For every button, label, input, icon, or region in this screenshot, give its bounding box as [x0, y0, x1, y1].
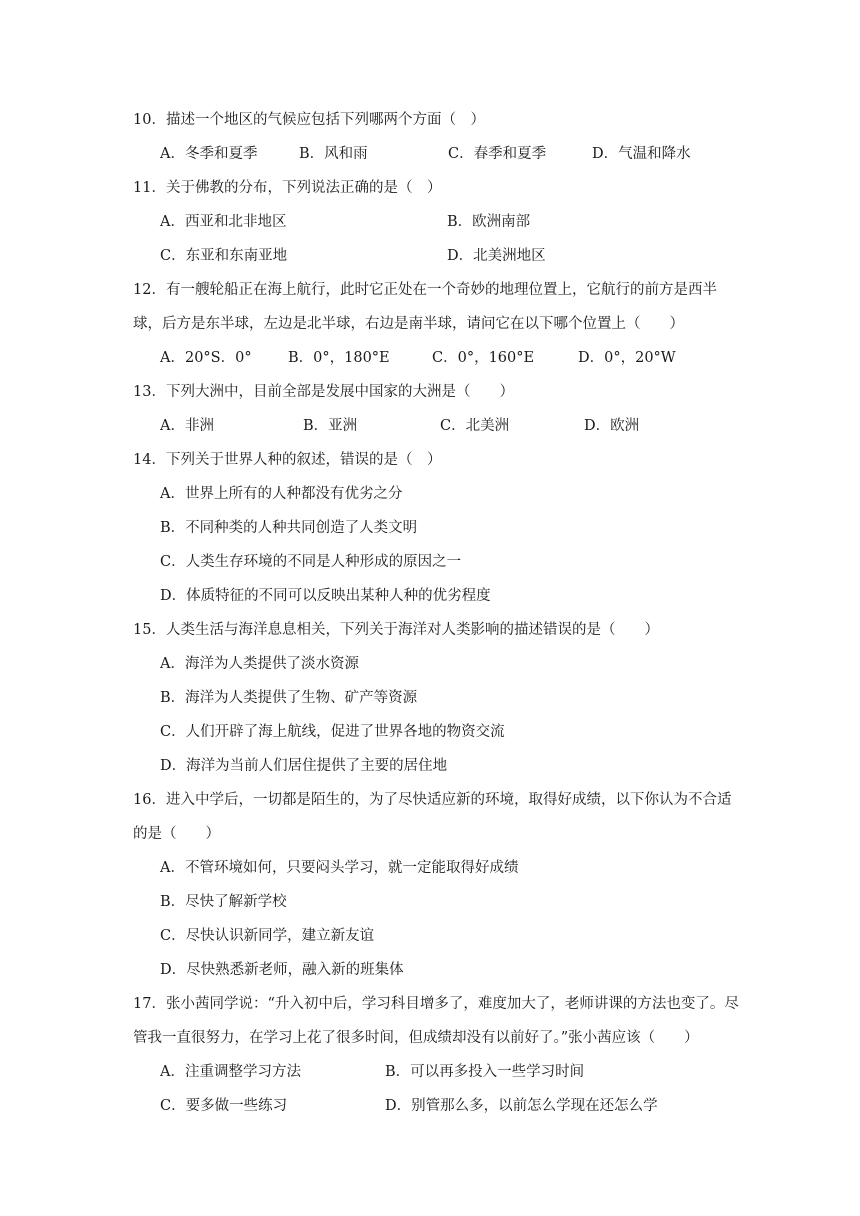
question-11-stem: 11．关于佛教的分布，下列说法正确的是（ ）: [133, 180, 442, 196]
question-17-option-a: A．注重调整学习方法: [160, 1064, 301, 1080]
question-12-option-b: B．0°，180°E: [288, 350, 390, 366]
question-13-option-b: B．亚洲: [303, 418, 358, 434]
question-17-option-b: B．可以再多投入一些学习时间: [385, 1064, 585, 1080]
question-11-option-b: B．欧洲南部: [447, 214, 531, 230]
question-14-option-c: C．人类生存环境的不同是人种形成的原因之一: [160, 554, 462, 570]
question-17-stem: 17．张小茜同学说：“升入初中后，学习科目增多了，难度加大了，老师讲课的方法也变了。尽管我一直很努力，在学习上花了很多时间，但成绩却没有以前好了。”张小茜应该（ ）: [133, 996, 739, 1046]
question-12-options: [160, 341, 760, 375]
question-10-option-c: C．春季和夏季: [448, 146, 547, 162]
question-11-option-a: A．西亚和北非地区: [160, 214, 287, 230]
question-13-option-a: A．非洲: [160, 418, 214, 434]
question-14-stem: 14．下列关于世界人种的叙述，错误的是（ ）: [133, 452, 442, 468]
question-10-option-b: B．风和雨: [299, 146, 368, 162]
question-11-option-d: D．北美洲地区: [447, 248, 546, 264]
question-10-stem: 10．描述一个地区的气候应包括下列哪两个方面（ ）: [133, 112, 485, 128]
question-14-option-b: B．不同种类的人种共同创造了人类文明: [160, 520, 418, 536]
question-12-option-c: C．0°，160°E: [432, 350, 535, 366]
question-15-option-c: C．人们开辟了海上航线，促进了世界各地的物资交流: [160, 724, 505, 740]
question-14-option-a: A．世界上所有的人种都没有优劣之分: [160, 486, 403, 502]
question-13-option-c: C．北美洲: [440, 418, 510, 434]
question-12-stem: 12．有一艘轮船正在海上航行，此时它正处在一个奇妙的地理位置上，它航行的前方是西半球，后方是东半球，左边是北半球，右边是南半球，请问它在以下哪个位置上（ ）: [133, 282, 717, 332]
question-16-option-b: B．尽快了解新学校: [160, 894, 287, 910]
question-12-option-d: D．0°，20°W: [578, 350, 676, 366]
question-16-option-d: D．尽快熟悉新老师，融入新的班集体: [160, 962, 404, 978]
question-15-stem: 15．人类生活与海洋息息相关，下列关于海洋对人类影响的描述错误的是（ ）: [133, 622, 659, 638]
question-17-option-d: D．别管那么多，以前怎么学现在还怎么学: [385, 1098, 658, 1114]
question-16-option-a: A．不管环境如何，只要闷头学习，就一定能取得好成绩: [160, 860, 519, 876]
question-16-option-c: C．尽快认识新同学，建立新友谊: [160, 928, 375, 944]
question-16-stem: 16．进入中学后，一切都是陌生的，为了尽快适应新的环境，取得好成绩，以下你认为不合适的是（ ）: [133, 792, 732, 842]
question-14-option-d: D．体质特征的不同可以反映出某种人种的优劣程度: [160, 588, 491, 604]
question-15-option-a: A．海洋为人类提供了淡水资源: [160, 656, 359, 672]
question-13-stem: 13．下列大洲中，目前全部是发展中国家的大洲是（ ）: [133, 384, 514, 400]
question-13-option-d: D．欧洲: [584, 418, 640, 434]
question-13-options: [160, 409, 760, 443]
question-15-option-b: B．海洋为人类提供了生物、矿产等资源: [160, 690, 418, 706]
question-12-option-a: A．20°S．0°: [160, 350, 252, 366]
question-10-option-d: D．气温和降水: [592, 146, 691, 162]
question-15-option-d: D．海洋为当前人们居住提供了主要的居住地: [160, 758, 448, 774]
question-17-option-c: C．要多做一些练习: [160, 1098, 288, 1114]
question-10-options: [160, 137, 760, 171]
question-11-option-c: C．东亚和东南亚地: [160, 248, 288, 264]
question-10-option-a: A．冬季和夏季: [160, 146, 258, 162]
